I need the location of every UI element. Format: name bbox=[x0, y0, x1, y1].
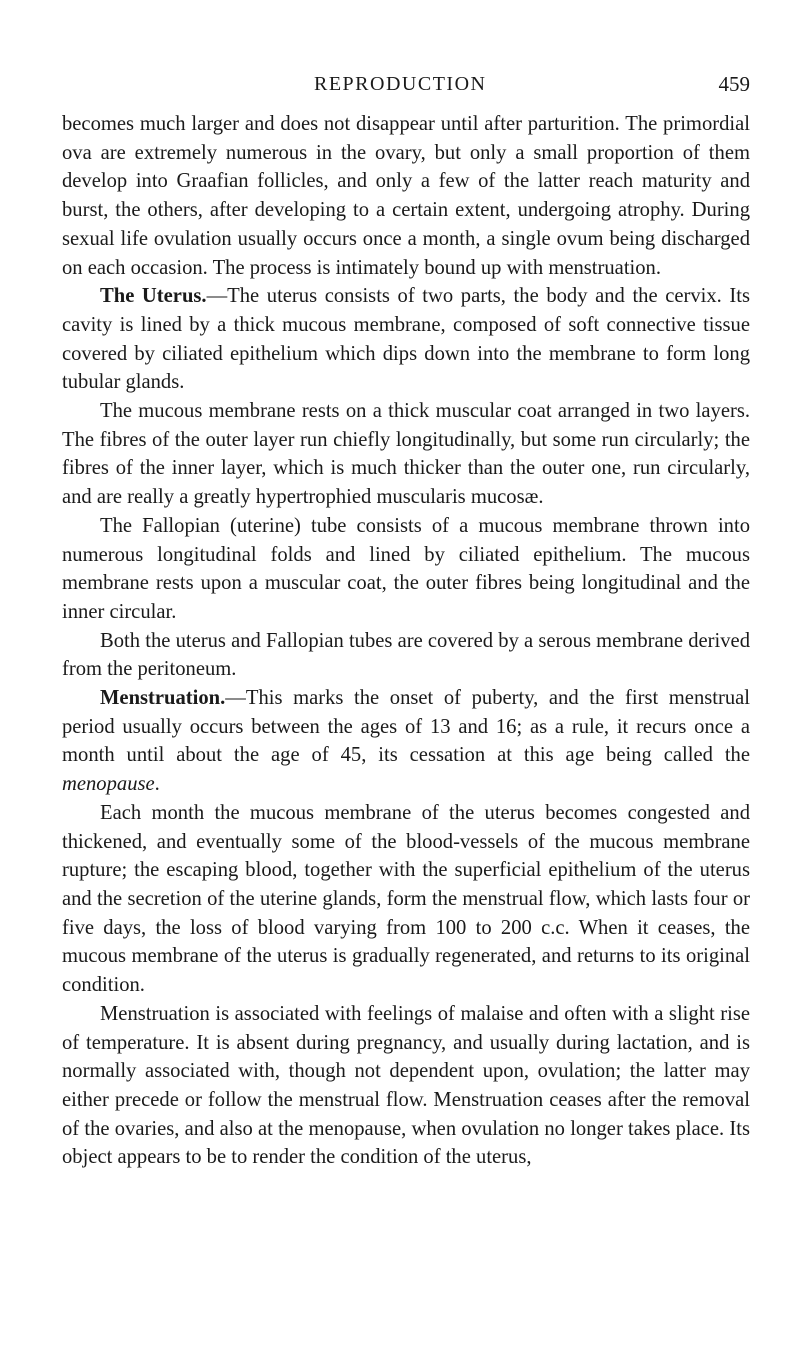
paragraph-menstrual-flow: Each month the mucous membrane of the uterus becomes congested and thickened, and eventually some of the blood-vessels of the mucous membrane rupture; the escaping blood, together with the superficial epithelium of the uterus and the secretion of the uterine glands, form the menstrual flow, which lasts four or five days, the loss of blood varying from 100 to 200 c.c. When it ceases, the mucous membrane of the uterus is gradually regenerated, and returns to its original condition. bbox=[62, 801, 750, 997]
paragraph-ovulation: becomes much larger and does not disappear until after parturition. The primordial ova are extremely numerous in the ovary, but only a small proportion of them develop into Graafian follicles, and only a few of the latter reach maturity and burst, the others, after developing to a certain extent, undergoing atrophy. During sexual life ovulation usually occurs once a month, a single ovum being discharged on each occasion. The process is intimately bound up with menstruation. bbox=[62, 113, 750, 279]
paragraph-uterus bbox=[62, 282, 750, 397]
body-text bbox=[62, 110, 750, 1172]
paragraph-associated-symptoms: Menstruation is associated with feelings of malaise and often with a slight rise of temperature. It is absent during pregnancy, and usually during lactation, and is normally associated with, though not dependent upon, ovulation; the latter may either precede or follow the menstrual flow. Menstruation ceases after the removal of the ovaries, and also at the menopause, when ovulation no longer takes place. Its object appears to be to render the condition of the uterus, bbox=[62, 1002, 750, 1169]
running-head: REPRODUCTION bbox=[314, 73, 487, 95]
paragraph-menstruation-text: —This marks the onset of puberty, and the first menstrual period usually occurs between the ages of 13 and 16; as a rule, it recurs once a month until about the age of 45, its cessation at this age being called the bbox=[62, 687, 750, 767]
book-page bbox=[62, 64, 750, 1172]
page-number: 459 bbox=[718, 72, 750, 96]
term-menopause: menopause bbox=[62, 773, 155, 796]
paragraph-muscular-coat: The mucous membrane rests on a thick muscular coat arranged in two layers. The fibres of the outer layer run chiefly longitudinally, but some run circularly; the fibres of the inner layer, which is much thicker than the outer one, run circularly, and are really a greatly hypertrophied muscularis mucosæ. bbox=[62, 400, 750, 509]
paragraph-fallopian-tube: The Fallopian (uterine) tube consists of a mucous membrane thrown into numerous longitudinal folds and lined by ciliated epithelium. The mucous membrane rests upon a muscular coat, the outer fibres being longitudinal and the inner circular. bbox=[62, 514, 750, 623]
page-header bbox=[62, 64, 750, 104]
paragraph-uterus-text: —The uterus consists of two parts, the body and the cervix. Its cavity is lined by a thick mucous membrane, composed of soft connective tissue covered by ciliated epithelium which dips down into the membrane to form long tubular glands. bbox=[62, 285, 750, 394]
paragraph-menstruation-end: . bbox=[154, 773, 160, 796]
section-heading-menstruation: Menstruation. bbox=[100, 687, 226, 710]
paragraph-menstruation bbox=[62, 684, 750, 799]
section-heading-uterus: The Uterus. bbox=[100, 285, 207, 308]
paragraph-serous-membrane: Both the uterus and Fallopian tubes are covered by a serous membrane derived from the peritoneum. bbox=[62, 629, 750, 681]
